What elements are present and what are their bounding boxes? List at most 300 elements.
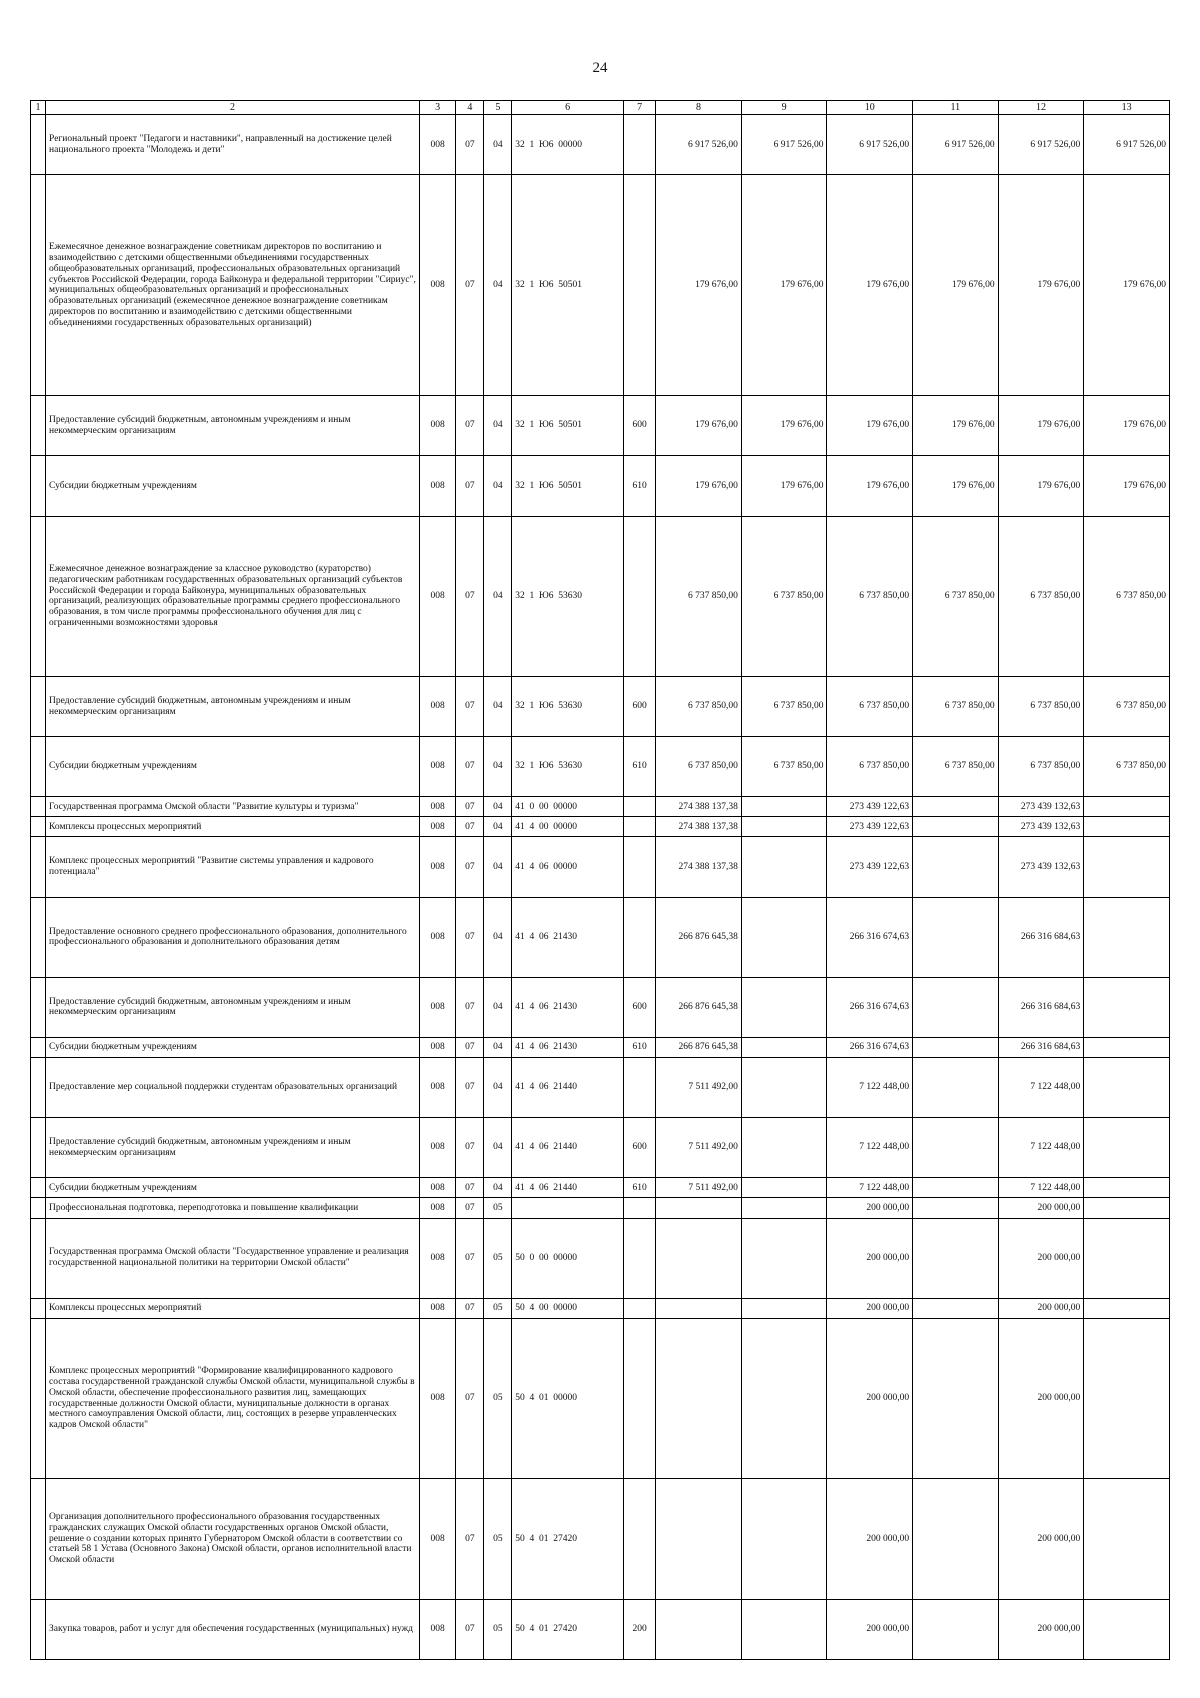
table-row — [31, 516, 1170, 677]
amount-cell — [656, 1218, 742, 1298]
section-code-cell: 07 — [456, 837, 484, 897]
budget-table — [30, 100, 1170, 1660]
amount-cell: 274 388 137,38 — [656, 837, 742, 897]
row-name-cell: Профессиональная подготовка, переподготовка и повышение квалификации — [46, 1198, 420, 1218]
admin-code-cell: 008 — [419, 1058, 456, 1118]
row-name-cell: Комплексы процессных мероприятий — [46, 1298, 420, 1318]
admin-code-cell: 008 — [419, 456, 456, 516]
admin-code-cell: 008 — [419, 1479, 456, 1599]
amount-cell: 179 676,00 — [998, 456, 1084, 516]
admin-code-cell: 008 — [419, 175, 456, 396]
row-number-cell — [31, 396, 46, 456]
amount-cell — [913, 797, 999, 817]
amount-cell: 6 737 850,00 — [656, 677, 742, 737]
row-number-cell — [31, 897, 46, 977]
admin-code-cell: 008 — [419, 1198, 456, 1218]
amount-cell: 6 917 526,00 — [998, 115, 1084, 175]
target-article-cell: 41 4 06 21430 — [512, 977, 624, 1037]
table-row — [31, 1118, 1170, 1178]
amount-cell — [1084, 817, 1170, 837]
amount-cell — [1084, 1218, 1170, 1298]
admin-code-cell: 008 — [419, 737, 456, 797]
row-name-cell: Предоставление мер социальной поддержки студентам образовательных организаций — [46, 1058, 420, 1118]
row-number-cell — [31, 1599, 46, 1659]
target-article-cell: 41 0 00 00000 — [512, 797, 624, 817]
amount-cell: 179 676,00 — [656, 396, 742, 456]
amount-cell: 179 676,00 — [741, 456, 827, 516]
amount-cell: 200 000,00 — [998, 1599, 1084, 1659]
amount-cell: 179 676,00 — [827, 456, 913, 516]
row-number-cell — [31, 1218, 46, 1298]
table-row — [31, 1038, 1170, 1058]
amount-cell — [1084, 977, 1170, 1037]
amount-cell — [741, 1318, 827, 1479]
expense-type-cell — [624, 115, 656, 175]
subsection-code-cell: 05 — [484, 1198, 512, 1218]
target-article-cell: 50 0 00 00000 — [512, 1218, 624, 1298]
amount-cell: 266 316 674,63 — [827, 897, 913, 977]
admin-code-cell: 008 — [419, 396, 456, 456]
amount-cell — [913, 1058, 999, 1118]
section-code-cell: 07 — [456, 1479, 484, 1599]
amount-cell — [741, 897, 827, 977]
amount-cell: 179 676,00 — [913, 456, 999, 516]
subsection-code-cell: 05 — [484, 1599, 512, 1659]
section-code-cell: 07 — [456, 1198, 484, 1218]
amount-cell: 6 737 850,00 — [1084, 516, 1170, 677]
table-row — [31, 817, 1170, 837]
amount-cell — [741, 1479, 827, 1599]
amount-cell: 6 737 850,00 — [741, 516, 827, 677]
table-row — [31, 456, 1170, 516]
section-code-cell: 07 — [456, 1038, 484, 1058]
admin-code-cell: 008 — [419, 897, 456, 977]
row-name-cell: Предоставление субсидий бюджетным, автономным учреждениям и иным некоммерческим организациям — [46, 977, 420, 1037]
section-code-cell: 07 — [456, 797, 484, 817]
amount-cell — [741, 1298, 827, 1318]
row-name-cell: Комплексы процессных мероприятий — [46, 817, 420, 837]
expense-type-cell: 200 — [624, 1599, 656, 1659]
amount-cell: 7 122 448,00 — [827, 1178, 913, 1198]
amount-cell: 273 439 122,63 — [827, 837, 913, 897]
section-code-cell: 07 — [456, 897, 484, 977]
target-article-cell: 41 4 06 21430 — [512, 897, 624, 977]
section-code-cell: 07 — [456, 1118, 484, 1178]
table-row — [31, 797, 1170, 817]
row-number-cell — [31, 1058, 46, 1118]
amount-cell — [741, 1218, 827, 1298]
amount-cell: 7 122 448,00 — [998, 1058, 1084, 1118]
expense-type-cell — [624, 797, 656, 817]
admin-code-cell: 008 — [419, 797, 456, 817]
row-name-cell: Комплекс процессных мероприятий "Формирование квалифицированного кадрового состава государственной гражданской службы Омской области, муниципальной службы в Омской области, обеспечение профессионального развития лиц, замещающих государственные должности Омской области, муниципальные должности в органах местного самоуправления Омской области, лиц, состоящих в резерве управленческих кадров Омской области" — [46, 1318, 420, 1479]
row-number-cell — [31, 1298, 46, 1318]
column-header: 5 — [484, 101, 512, 115]
amount-cell: 179 676,00 — [827, 175, 913, 396]
target-article-cell: 32 1 Ю6 50501 — [512, 175, 624, 396]
row-number-cell — [31, 1118, 46, 1178]
subsection-code-cell: 05 — [484, 1218, 512, 1298]
amount-cell: 266 316 674,63 — [827, 977, 913, 1037]
expense-type-cell — [624, 1479, 656, 1599]
amount-cell: 6 737 850,00 — [827, 516, 913, 677]
section-code-cell: 07 — [456, 1218, 484, 1298]
section-code-cell: 07 — [456, 1178, 484, 1198]
subsection-code-cell: 05 — [484, 1298, 512, 1318]
amount-cell: 7 511 492,00 — [656, 1058, 742, 1118]
row-name-cell: Предоставление субсидий бюджетным, автономным учреждениям и иным некоммерческим организациям — [46, 1118, 420, 1178]
subsection-code-cell: 04 — [484, 977, 512, 1037]
target-article-cell: 41 4 06 21430 — [512, 1038, 624, 1058]
amount-cell: 200 000,00 — [827, 1198, 913, 1218]
admin-code-cell: 008 — [419, 115, 456, 175]
expense-type-cell: 610 — [624, 1038, 656, 1058]
row-name-cell: Субсидии бюджетным учреждениям — [46, 1178, 420, 1198]
section-code-cell: 07 — [456, 1058, 484, 1118]
target-article-cell: 50 4 01 27420 — [512, 1599, 624, 1659]
subsection-code-cell: 04 — [484, 817, 512, 837]
expense-type-cell — [624, 897, 656, 977]
row-name-cell: Комплекс процессных мероприятий "Развитие системы управления и кадрового потенциала" — [46, 837, 420, 897]
amount-cell — [656, 1318, 742, 1479]
amount-cell: 7 511 492,00 — [656, 1178, 742, 1198]
admin-code-cell: 008 — [419, 516, 456, 677]
target-article-cell: 41 4 06 00000 — [512, 837, 624, 897]
row-number-cell — [31, 1479, 46, 1599]
amount-cell: 179 676,00 — [1084, 396, 1170, 456]
admin-code-cell: 008 — [419, 677, 456, 737]
amount-cell: 200 000,00 — [998, 1218, 1084, 1298]
amount-cell: 266 316 684,63 — [998, 1038, 1084, 1058]
expense-type-cell: 600 — [624, 396, 656, 456]
target-article-cell: 32 1 Ю6 53630 — [512, 677, 624, 737]
amount-cell: 200 000,00 — [827, 1479, 913, 1599]
amount-cell: 266 876 645,38 — [656, 1038, 742, 1058]
amount-cell — [1084, 1298, 1170, 1318]
section-code-cell: 07 — [456, 1318, 484, 1479]
amount-cell: 273 439 132,63 — [998, 797, 1084, 817]
expense-type-cell: 600 — [624, 677, 656, 737]
table-row — [31, 396, 1170, 456]
section-code-cell: 07 — [456, 1298, 484, 1318]
target-article-cell: 32 1 Ю6 00000 — [512, 115, 624, 175]
subsection-code-cell: 04 — [484, 677, 512, 737]
section-code-cell: 07 — [456, 817, 484, 837]
subsection-code-cell: 04 — [484, 1178, 512, 1198]
expense-type-cell: 610 — [624, 737, 656, 797]
subsection-code-cell: 04 — [484, 516, 512, 677]
expense-type-cell — [624, 1318, 656, 1479]
amount-cell: 179 676,00 — [741, 396, 827, 456]
subsection-code-cell: 04 — [484, 737, 512, 797]
table-body — [31, 115, 1170, 1660]
section-code-cell: 07 — [456, 175, 484, 396]
subsection-code-cell: 04 — [484, 456, 512, 516]
target-article-cell: 50 4 00 00000 — [512, 1298, 624, 1318]
amount-cell: 6 737 850,00 — [1084, 677, 1170, 737]
subsection-code-cell: 04 — [484, 797, 512, 817]
subsection-code-cell: 04 — [484, 1038, 512, 1058]
row-number-cell — [31, 175, 46, 396]
amount-cell: 179 676,00 — [656, 175, 742, 396]
row-number-cell — [31, 837, 46, 897]
amount-cell — [1084, 1599, 1170, 1659]
amount-cell: 200 000,00 — [827, 1599, 913, 1659]
amount-cell: 266 876 645,38 — [656, 897, 742, 977]
amount-cell: 6 917 526,00 — [1084, 115, 1170, 175]
amount-cell: 200 000,00 — [827, 1318, 913, 1479]
amount-cell: 6 737 850,00 — [827, 677, 913, 737]
admin-code-cell: 008 — [419, 1038, 456, 1058]
table-row — [31, 115, 1170, 175]
amount-cell — [656, 1479, 742, 1599]
column-header: 8 — [656, 101, 742, 115]
row-number-cell — [31, 817, 46, 837]
amount-cell — [913, 897, 999, 977]
column-header: 4 — [456, 101, 484, 115]
column-header: 7 — [624, 101, 656, 115]
expense-type-cell — [624, 175, 656, 396]
column-header: 10 — [827, 101, 913, 115]
table-row — [31, 1198, 1170, 1218]
amount-cell: 6 917 526,00 — [656, 115, 742, 175]
amount-cell — [913, 1038, 999, 1058]
amount-cell — [1084, 1058, 1170, 1118]
row-name-cell: Ежемесячное денежное вознаграждение советникам директоров по воспитанию и взаимодействию с детскими общественными объединениями государственных общеобразовательных организаций, профессиональных образовательных организаций субъектов Российской Федерации, города Байконура и федеральной территории "Сириус", муниципальных общеобразовательных организаций и профессиональных образовательных организаций (ежемесячное денежное вознаграждение советникам директоров по воспитанию и взаимодействию с детскими общественными объединениями государственных образовательных организаций) — [46, 175, 420, 396]
admin-code-cell: 008 — [419, 1318, 456, 1479]
amount-cell: 7 122 448,00 — [998, 1178, 1084, 1198]
amount-cell — [1084, 1318, 1170, 1479]
amount-cell — [913, 1198, 999, 1218]
amount-cell: 179 676,00 — [998, 175, 1084, 396]
amount-cell — [913, 1178, 999, 1198]
target-article-cell: 32 1 Ю6 50501 — [512, 456, 624, 516]
amount-cell — [741, 817, 827, 837]
column-header: 1 — [31, 101, 46, 115]
column-header: 9 — [741, 101, 827, 115]
target-article-cell — [512, 1198, 624, 1218]
column-header: 13 — [1084, 101, 1170, 115]
table-row — [31, 1178, 1170, 1198]
amount-cell: 273 439 132,63 — [998, 817, 1084, 837]
amount-cell — [741, 1178, 827, 1198]
table-row — [31, 1058, 1170, 1118]
amount-cell — [1084, 797, 1170, 817]
table-row — [31, 1318, 1170, 1479]
amount-cell — [656, 1198, 742, 1218]
row-name-cell: Организация дополнительного профессионального образования государственных гражданских служащих Омской области государственных органов Омской области, решение о создании которых принято Губернатором Омской области в соответствии со статьей 58 1 Устава (Основного Закона) Омской области, органов исполнительной власти Омской области — [46, 1479, 420, 1599]
row-name-cell: Предоставление основного среднего профессионального образования, дополнительного профессионального образования и дополнительного образования детям — [46, 897, 420, 977]
expense-type-cell — [624, 1298, 656, 1318]
subsection-code-cell: 04 — [484, 175, 512, 396]
expense-type-cell — [624, 837, 656, 897]
target-article-cell: 32 1 Ю6 53630 — [512, 737, 624, 797]
amount-cell: 273 439 122,63 — [827, 817, 913, 837]
subsection-code-cell: 05 — [484, 1318, 512, 1479]
amount-cell: 179 676,00 — [998, 396, 1084, 456]
table-row — [31, 175, 1170, 396]
amount-cell — [741, 1038, 827, 1058]
amount-cell: 6 737 850,00 — [656, 516, 742, 677]
table-row — [31, 737, 1170, 797]
section-code-cell: 07 — [456, 677, 484, 737]
amount-cell — [1084, 1038, 1170, 1058]
row-number-cell — [31, 1318, 46, 1479]
amount-cell — [1084, 1178, 1170, 1198]
column-header: 6 — [512, 101, 624, 115]
amount-cell — [741, 797, 827, 817]
amount-cell — [656, 1599, 742, 1659]
expense-type-cell — [624, 1198, 656, 1218]
amount-cell: 7 122 448,00 — [827, 1058, 913, 1118]
admin-code-cell: 008 — [419, 977, 456, 1037]
table-row — [31, 677, 1170, 737]
amount-cell: 6 917 526,00 — [827, 115, 913, 175]
row-number-cell — [31, 1038, 46, 1058]
amount-cell: 6 737 850,00 — [656, 737, 742, 797]
subsection-code-cell: 04 — [484, 115, 512, 175]
row-name-cell: Региональный проект "Педагоги и наставники", направленный на достижение целей национального проекта "Молодежь и дети" — [46, 115, 420, 175]
amount-cell — [1084, 1479, 1170, 1599]
target-article-cell: 50 4 01 27420 — [512, 1479, 624, 1599]
section-code-cell: 07 — [456, 516, 484, 677]
amount-cell — [913, 1298, 999, 1318]
admin-code-cell: 008 — [419, 1218, 456, 1298]
table-row — [31, 1479, 1170, 1599]
amount-cell: 179 676,00 — [827, 396, 913, 456]
table-row — [31, 837, 1170, 897]
row-number-cell — [31, 456, 46, 516]
amount-cell — [913, 1118, 999, 1178]
admin-code-cell: 008 — [419, 1298, 456, 1318]
row-number-cell — [31, 1178, 46, 1198]
table-row — [31, 897, 1170, 977]
amount-cell: 266 316 674,63 — [827, 1038, 913, 1058]
amount-cell: 274 388 137,38 — [656, 797, 742, 817]
row-name-cell: Субсидии бюджетным учреждениям — [46, 456, 420, 516]
amount-cell: 6 737 850,00 — [741, 737, 827, 797]
section-code-cell: 07 — [456, 396, 484, 456]
amount-cell: 200 000,00 — [827, 1218, 913, 1298]
subsection-code-cell: 04 — [484, 837, 512, 897]
expense-type-cell: 600 — [624, 977, 656, 1037]
amount-cell: 273 439 122,63 — [827, 797, 913, 817]
amount-cell — [913, 1218, 999, 1298]
amount-cell — [656, 1298, 742, 1318]
expense-type-cell — [624, 1218, 656, 1298]
amount-cell: 6 737 850,00 — [913, 677, 999, 737]
amount-cell: 6 917 526,00 — [913, 115, 999, 175]
amount-cell — [1084, 897, 1170, 977]
page-number: 24 — [592, 60, 608, 76]
row-name-cell: Государственная программа Омской области "Государственное управление и реализация государственной национальной политики на территории Омской области" — [46, 1218, 420, 1298]
row-number-cell — [31, 797, 46, 817]
row-name-cell: Закупка товаров, работ и услуг для обеспечения государственных (муниципальных) нужд — [46, 1599, 420, 1659]
amount-cell: 179 676,00 — [741, 175, 827, 396]
amount-cell: 200 000,00 — [998, 1198, 1084, 1218]
amount-cell — [741, 1058, 827, 1118]
amount-cell: 179 676,00 — [913, 175, 999, 396]
target-article-cell: 32 1 Ю6 50501 — [512, 396, 624, 456]
table-row — [31, 1218, 1170, 1298]
amount-cell — [741, 1198, 827, 1218]
amount-cell — [741, 977, 827, 1037]
admin-code-cell: 008 — [419, 1178, 456, 1198]
amount-cell: 6 737 850,00 — [998, 677, 1084, 737]
section-code-cell: 07 — [456, 737, 484, 797]
amount-cell: 274 388 137,38 — [656, 817, 742, 837]
table-row — [31, 1298, 1170, 1318]
amount-cell — [913, 1318, 999, 1479]
expense-type-cell — [624, 516, 656, 677]
row-number-cell — [31, 1198, 46, 1218]
row-name-cell: Субсидии бюджетным учреждениям — [46, 737, 420, 797]
amount-cell: 266 876 645,38 — [656, 977, 742, 1037]
amount-cell — [913, 1599, 999, 1659]
row-name-cell: Субсидии бюджетным учреждениям — [46, 1038, 420, 1058]
amount-cell: 6 917 526,00 — [741, 115, 827, 175]
amount-cell — [1084, 837, 1170, 897]
row-name-cell: Предоставление субсидий бюджетным, автономным учреждениям и иным некоммерческим организациям — [46, 677, 420, 737]
subsection-code-cell: 05 — [484, 1479, 512, 1599]
row-name-cell: Ежемесячное денежное вознаграждение за классное руководство (кураторство) педагогическим работникам государственных образовательных организаций субъектов Российской Федерации и города Байконура, муниципальных образовательных организаций, реализующих образовательные программы среднего профессионального образования, в том числе программы профессионального обучения для лиц с ограниченными возможностями здоровья — [46, 516, 420, 677]
subsection-code-cell: 04 — [484, 1058, 512, 1118]
section-code-cell: 07 — [456, 115, 484, 175]
row-name-cell: Предоставление субсидий бюджетным, автономным учреждениям и иным некоммерческим организациям — [46, 396, 420, 456]
row-number-cell — [31, 977, 46, 1037]
amount-cell: 200 000,00 — [998, 1479, 1084, 1599]
amount-cell: 7 122 448,00 — [827, 1118, 913, 1178]
amount-cell: 6 737 850,00 — [913, 737, 999, 797]
amount-cell: 200 000,00 — [827, 1298, 913, 1318]
amount-cell — [1084, 1198, 1170, 1218]
amount-cell: 179 676,00 — [1084, 456, 1170, 516]
target-article-cell: 41 4 06 21440 — [512, 1058, 624, 1118]
table-header-row — [31, 101, 1170, 115]
column-header: 2 — [46, 101, 420, 115]
admin-code-cell: 008 — [419, 837, 456, 897]
admin-code-cell: 008 — [419, 1599, 456, 1659]
target-article-cell: 50 4 01 00000 — [512, 1318, 624, 1479]
amount-cell — [913, 977, 999, 1037]
expense-type-cell: 610 — [624, 1178, 656, 1198]
amount-cell: 179 676,00 — [913, 396, 999, 456]
amount-cell: 6 737 850,00 — [1084, 737, 1170, 797]
amount-cell — [913, 837, 999, 897]
amount-cell: 266 316 684,63 — [998, 897, 1084, 977]
amount-cell: 6 737 850,00 — [998, 516, 1084, 677]
subsection-code-cell: 04 — [484, 396, 512, 456]
subsection-code-cell: 04 — [484, 1118, 512, 1178]
expense-type-cell: 600 — [624, 1118, 656, 1178]
section-code-cell: 07 — [456, 456, 484, 516]
expense-type-cell — [624, 817, 656, 837]
budget-table-wrapper — [30, 100, 1170, 1660]
amount-cell: 200 000,00 — [998, 1298, 1084, 1318]
amount-cell — [913, 1479, 999, 1599]
row-number-cell — [31, 677, 46, 737]
amount-cell: 7 511 492,00 — [656, 1118, 742, 1178]
amount-cell: 200 000,00 — [998, 1318, 1084, 1479]
target-article-cell: 41 4 00 00000 — [512, 817, 624, 837]
target-article-cell: 41 4 06 21440 — [512, 1178, 624, 1198]
amount-cell — [741, 1599, 827, 1659]
target-article-cell: 32 1 Ю6 53630 — [512, 516, 624, 677]
amount-cell: 179 676,00 — [1084, 175, 1170, 396]
amount-cell: 7 122 448,00 — [998, 1118, 1084, 1178]
amount-cell — [741, 1118, 827, 1178]
amount-cell: 266 316 684,63 — [998, 977, 1084, 1037]
